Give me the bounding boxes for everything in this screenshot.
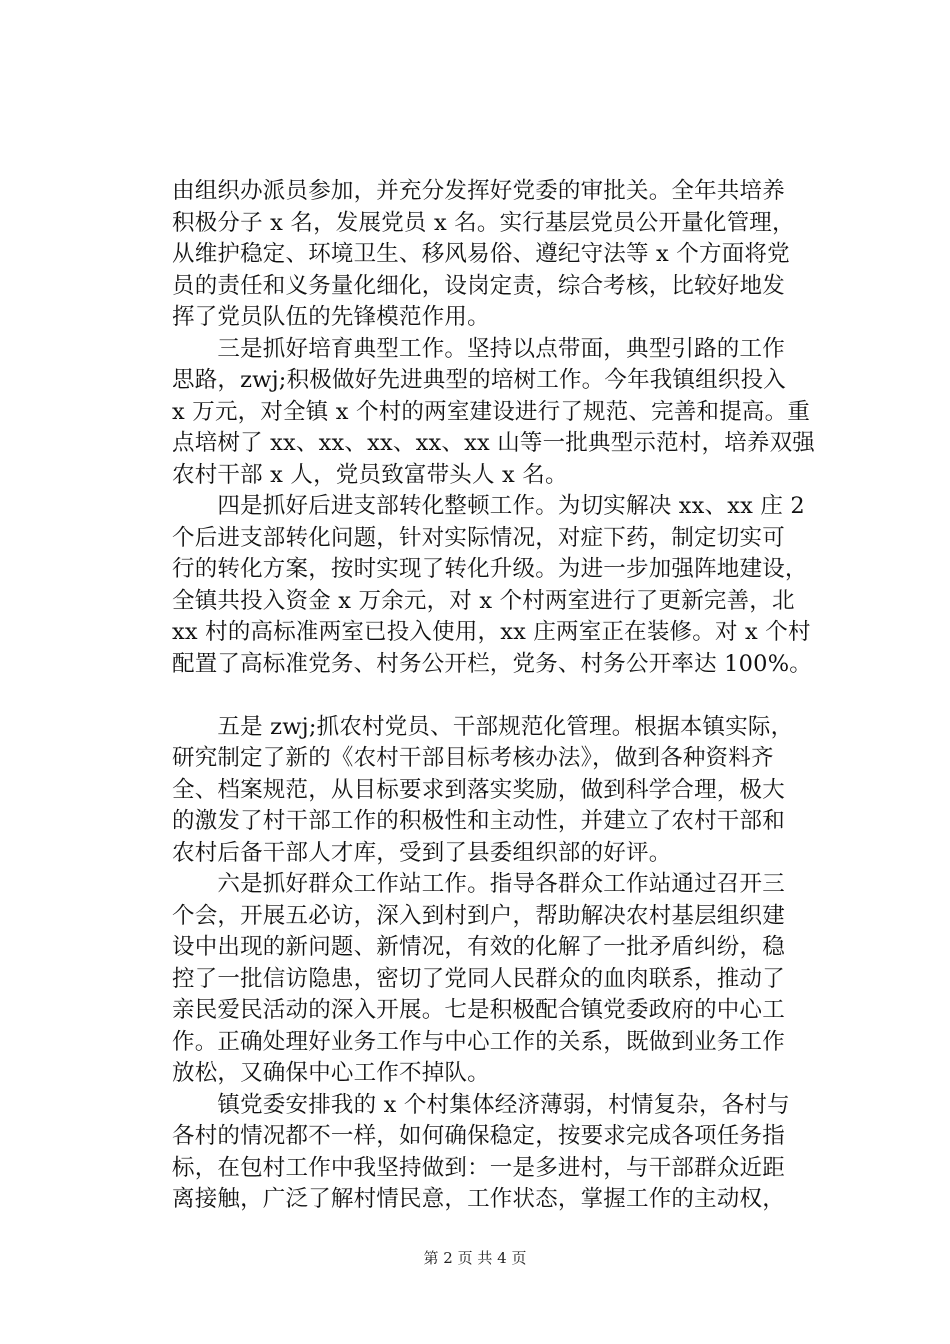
body-line: 由组织办派员参加，并充分发挥好党委的审批关。全年共培养 xyxy=(172,178,785,204)
body-line: 研究制定了新的《农村干部目标考核办法》，做到各种资料齐 xyxy=(172,745,774,771)
body-line: 设中出现的新问题、新情况，有效的化解了一批矛盾纠纷，稳 xyxy=(172,934,785,960)
body-line: 放松，又确保中心工作不掉队。 xyxy=(172,1060,490,1086)
body-line: 农村干部 x 人，党员致富带头人 x 名。 xyxy=(172,461,568,488)
body-line: 五是 zwj;抓农村党员、干部规范化管理。根据本镇实际， xyxy=(172,713,794,740)
body-line: 标，在包村工作中我坚持做到：一是多进村，与干部群众近距 xyxy=(172,1154,785,1181)
body-line: 离接触，广泛了解村情民意，工作状态，掌握工作的主动权， xyxy=(172,1186,785,1212)
body-line: 农村后备干部人才库，受到了县委组织部的好评。 xyxy=(172,839,672,866)
body-line: 的激发了村干部工作的积极性和主动性，并建立了农村干部和 xyxy=(172,808,785,834)
body-line: 挥了党员队伍的先锋模范作用。 xyxy=(172,304,490,330)
body-line: 个后进支部转化问题，针对实际情况，对症下药，制定切实可 xyxy=(172,524,785,551)
body-line: 亲民爱民活动的深入开展。七是积极配合镇党委政府的中心工 xyxy=(172,997,785,1023)
body-line: 配置了高标准党务、村务公开栏，党务、村务公开率达 100%。 xyxy=(172,650,812,677)
body-line: 积极分子 x 名，发展党员 x 名。实行基层党员公开量化管理， xyxy=(172,209,795,236)
body-line: 作。正确处理好业务工作与中心工作的关系，既做到业务工作 xyxy=(172,1028,785,1055)
blank-line xyxy=(172,680,837,712)
body-line: 镇党委安排我的 x 个村集体经济薄弱，村情复杂，各村与 xyxy=(172,1091,790,1118)
body-line: 思路，zwj;积极做好先进典型的培树工作。今年我镇组织投入 xyxy=(172,367,786,393)
body-line: 四是抓好后进支部转化整顿工作。为切实解决 xx、xx 庄 2 xyxy=(172,493,805,519)
document-body xyxy=(172,176,837,1216)
body-line: 三是抓好培育典型工作。坚持以点带面，典型引路的工作 xyxy=(172,335,785,362)
body-line: 各村的情况都不一样，如何确保稳定，按要求完成各项任务指 xyxy=(172,1123,785,1149)
body-line: 个会，开展五必访，深入到村到户，帮助解决农村基层组织建 xyxy=(172,902,785,929)
body-line: 从维护稳定、环境卫生、移风易俗、遵纪守法等 x 个方面将党 xyxy=(172,241,790,267)
body-line: x 万元，对全镇 x 个村的两室建设进行了规范、完善和提高。重 xyxy=(172,398,811,425)
page-footer: 第 2 页 共 4 页 xyxy=(423,1249,527,1267)
body-line: 全、档案规范，从目标要求到落实奖励，做到科学合理，极大 xyxy=(172,776,785,803)
body-line: 六是抓好群众工作站工作。指导各群众工作站通过召开三 xyxy=(172,871,785,897)
body-line: 员的责任和义务量化细化，设岗定责，综合考核，比较好地发 xyxy=(172,272,785,299)
body-line: 行的转化方案，按时实现了转化升级。为进一步加强阵地建设， xyxy=(172,556,808,582)
body-line: 控了一批信访隐患，密切了党同人民群众的血肉联系，推动了 xyxy=(172,965,785,992)
body-line: xx 村的高标准两室已投入使用，xx 庄两室正在装修。对 x 个村 xyxy=(172,619,811,645)
body-line: 点培树了 xx、xx、xx、xx、xx 山等一批典型示范村，培养双强 xyxy=(172,430,815,456)
body-line: 全镇共投入资金 x 万余元，对 x 个村两室进行了更新完善，北 xyxy=(172,587,795,614)
